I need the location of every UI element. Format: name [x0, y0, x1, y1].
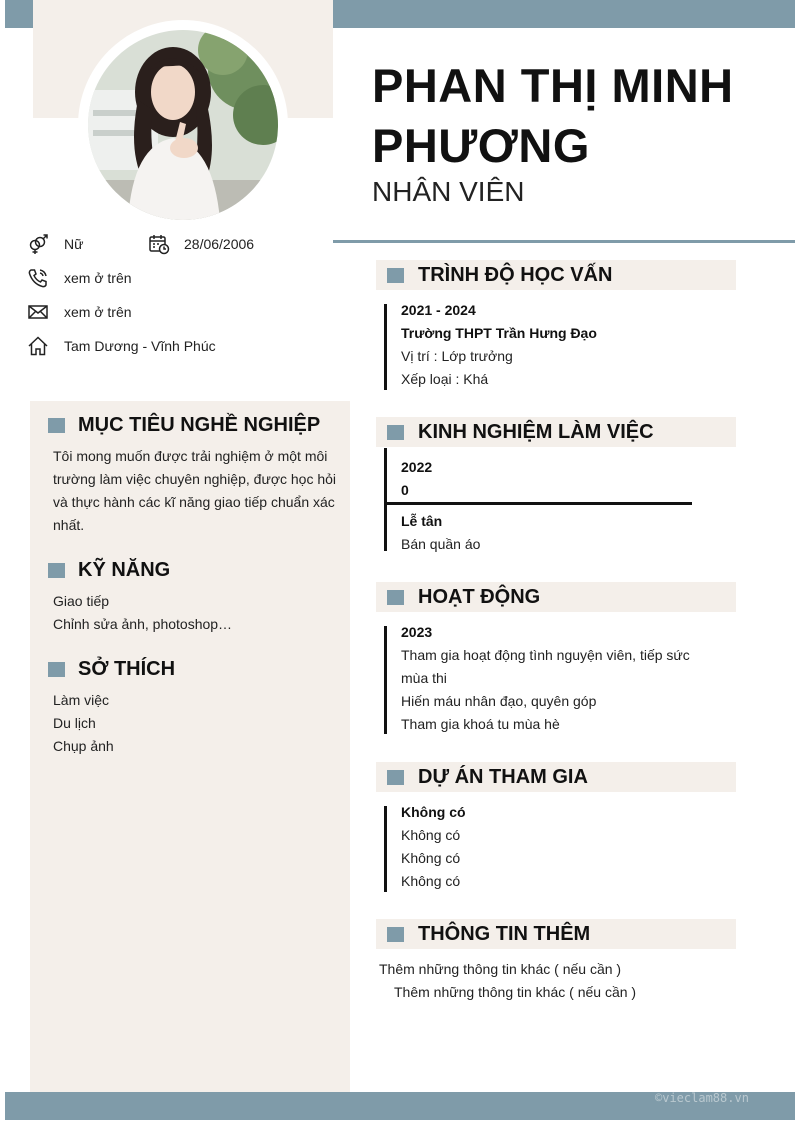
- email-value: xem ở trên: [64, 304, 132, 320]
- objective-line: Tôi mong muốn được trải nghiệm ở một môi: [53, 448, 328, 464]
- project-line: Không có: [401, 850, 461, 866]
- activity-line: Tham gia khoá tu mùa hè: [401, 716, 560, 732]
- objective-text: [53, 445, 336, 537]
- project-line: Không có: [401, 827, 461, 843]
- address-value: Tam Dương - Vĩnh Phúc: [64, 338, 216, 354]
- extra-line-2: Thêm những thông tin khác ( nếu cần ): [394, 984, 637, 1000]
- hobbies-list: [53, 689, 114, 758]
- section-marker: [387, 425, 404, 440]
- skill-item: Giao tiếp: [53, 593, 110, 609]
- mail-icon: [27, 301, 49, 323]
- experience-detail: [401, 510, 721, 556]
- skill-item: Chỉnh sửa ảnh, photoshop…: [53, 616, 233, 632]
- skills-list: [53, 590, 232, 636]
- education-period: 2021 - 2024: [401, 302, 476, 318]
- experience-description: Bán quần áo: [401, 536, 481, 552]
- projects-entry: [401, 801, 721, 893]
- education-section-header: [376, 260, 736, 290]
- project-line: Không có: [401, 873, 461, 889]
- section-marker: [387, 770, 404, 785]
- section-marker: [387, 927, 404, 942]
- objective-line: nhất.: [53, 517, 85, 533]
- education-school: Trường THPT Trần Hưng Đạo: [401, 325, 597, 341]
- education-title: TRÌNH ĐỘ HỌC VẤN: [418, 263, 613, 286]
- timeline-bar: [384, 806, 387, 892]
- objective-line: và thực hành các kĩ năng giao tiếp chuẩn xác: [53, 494, 335, 510]
- activity-line: mùa thi: [401, 670, 447, 686]
- experience-job: Lễ tân: [401, 513, 443, 529]
- extra-section-header: [376, 919, 736, 949]
- objective-section-title: [48, 414, 320, 437]
- experience-title: KINH NGHIỆM LÀM VIỆC: [418, 420, 654, 443]
- calendar-icon: [148, 233, 170, 255]
- timeline-bar: [384, 448, 387, 551]
- hobbies-section-title: [48, 658, 175, 681]
- avatar: [88, 30, 278, 220]
- section-marker: [387, 268, 404, 283]
- activity-line: Tham gia hoạt động tình nguyện viên, tiếp sức: [401, 647, 690, 663]
- home-icon: [27, 335, 49, 357]
- job-title: NHÂN VIÊN: [372, 176, 525, 207]
- hobby-item: Làm việc: [53, 692, 110, 708]
- activities-section-header: [376, 582, 736, 612]
- section-marker: [48, 418, 65, 433]
- activity-line: Hiến máu nhân đạo, quyên góp: [401, 693, 597, 709]
- activities-entry: [401, 621, 721, 736]
- watermark: ©vieclam88.vn: [655, 1091, 749, 1105]
- activities-title: HOẠT ĐỘNG: [418, 585, 541, 608]
- experience-company: 0: [401, 482, 409, 498]
- timeline-bar: [384, 626, 387, 734]
- education-role: Vị trí : Lớp trưởng: [401, 348, 513, 364]
- education-entry: [401, 299, 721, 391]
- timeline-bar: [384, 304, 387, 390]
- projects-title: DỰ ÁN THAM GIA: [418, 765, 588, 788]
- name-line-2: PHƯƠNG: [372, 119, 590, 172]
- phone-value: xem ở trên: [64, 270, 132, 286]
- header-divider: [333, 240, 795, 243]
- projects-section-header: [376, 762, 736, 792]
- experience-year: 2022: [401, 459, 433, 475]
- section-marker: [48, 563, 65, 578]
- experience-separator: [384, 502, 692, 505]
- projects-heading: Không có: [401, 804, 466, 820]
- experience-entry: [401, 456, 721, 502]
- gender-icon: [27, 233, 49, 255]
- phone-icon: [27, 267, 49, 289]
- experience-section-header: [376, 417, 736, 447]
- education-rank: Xếp loại : Khá: [401, 371, 489, 387]
- activities-year: 2023: [401, 624, 433, 640]
- candidate-name: [372, 56, 734, 176]
- objective-line: trường làm việc chuyên nghiệp, được học hỏi: [53, 471, 337, 487]
- name-line-1: PHAN THỊ MINH: [372, 59, 734, 112]
- skills-title-text: KỸ NĂNG: [78, 559, 171, 581]
- hobby-item: Du lịch: [53, 715, 96, 731]
- hobbies-title-text: SỞ THÍCH: [78, 658, 176, 680]
- objective-title-text: MỤC TIÊU NGHỀ NGHIỆP: [78, 414, 321, 436]
- gender-value: Nữ: [64, 236, 84, 252]
- section-marker: [48, 662, 65, 677]
- birthdate-value: 28/06/2006: [184, 236, 255, 252]
- extra-title: THÔNG TIN THÊM: [418, 922, 591, 945]
- section-marker: [387, 590, 404, 605]
- skills-section-title: [48, 559, 170, 582]
- hobby-item: Chụp ảnh: [53, 738, 114, 754]
- extra-line-1: Thêm những thông tin khác ( nếu cần ): [379, 961, 622, 977]
